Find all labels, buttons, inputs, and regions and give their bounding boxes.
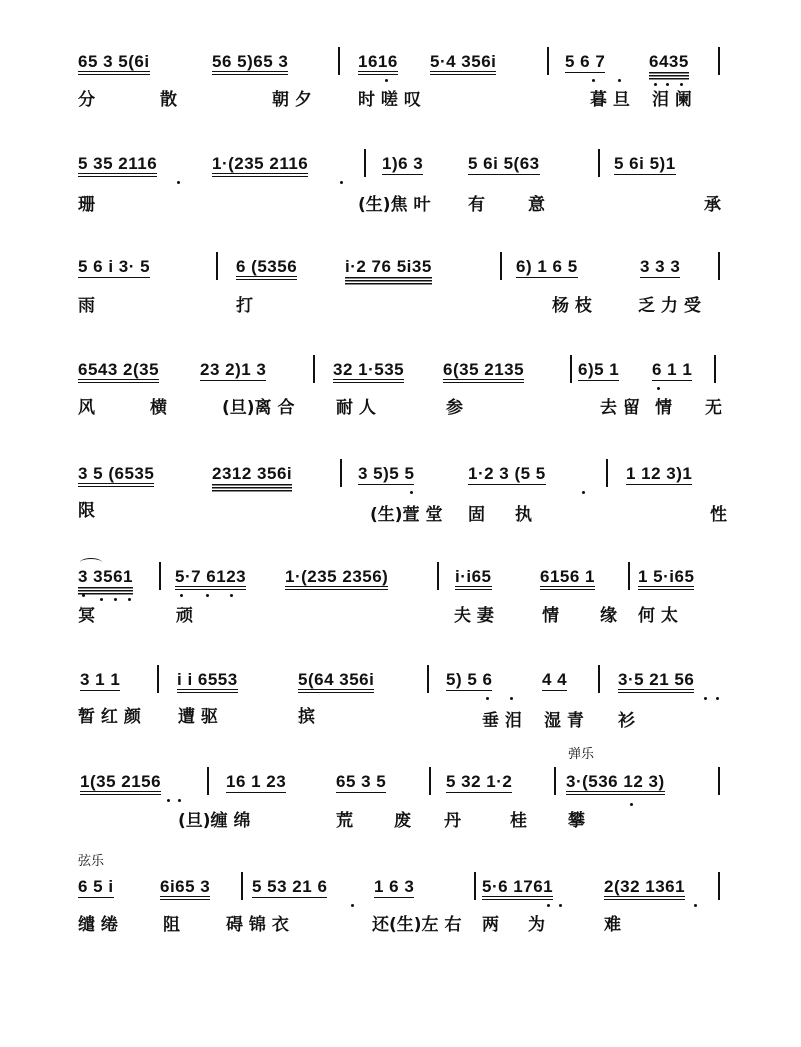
bar-line — [340, 459, 342, 487]
note-group: 6) 1 6 5 — [516, 257, 578, 276]
lyric: 暮 旦 — [590, 90, 630, 110]
note-group: 5 53 21 6 — [252, 877, 328, 896]
note-group: 6543 2(35 — [78, 361, 159, 383]
octave-dot — [340, 181, 343, 184]
octave-dot — [385, 79, 388, 82]
lyric: 缱 绻 — [78, 915, 118, 935]
bar-line — [338, 47, 340, 75]
octave-dot — [694, 904, 697, 907]
bar-line — [714, 355, 716, 383]
lyric: 碍 锦 衣 — [226, 915, 289, 935]
octave-dot — [666, 83, 669, 86]
note-group: 2312 356i — [212, 464, 293, 483]
instrument-annotation: 弹乐 — [568, 747, 595, 762]
lyric: 杨 枝 — [552, 296, 592, 316]
note-group: 6 1 1 — [652, 360, 693, 379]
note-group: i·2 76 5i35 — [345, 257, 432, 276]
octave-dot — [680, 83, 683, 86]
note-group: 5 6i 5)1 — [614, 154, 676, 173]
lyric: 废 — [394, 811, 411, 831]
lyric: 顽 — [176, 606, 193, 626]
note-group: 65 3 5 — [336, 772, 387, 791]
note-group: i i 6553 — [177, 671, 238, 693]
note-group: 6435 — [649, 52, 689, 71]
octave-dot — [486, 697, 489, 700]
lyric: 丹 — [444, 811, 461, 831]
bar-line — [718, 767, 720, 795]
bar-line — [500, 252, 502, 280]
note-group: 5 6 7 — [565, 52, 606, 71]
note-group: 3 5 (6535 — [78, 465, 154, 487]
lyric: 遭 驱 — [178, 707, 218, 727]
note-group: 5 32 1·2 — [446, 772, 513, 791]
bar-line — [159, 562, 161, 590]
lyric: 摈 — [298, 707, 315, 727]
note-group: 65 3 5(6i — [78, 53, 150, 75]
note-group: 3·5 21 56 — [618, 671, 694, 693]
note-group: 3 1 1 — [80, 670, 121, 689]
note-group: 6)5 1 — [578, 360, 620, 379]
note-group: 1616 — [358, 53, 398, 75]
bar-line — [570, 355, 572, 383]
note-group: 1)6 3 — [382, 154, 424, 173]
note-group: 16 1 23 — [226, 772, 287, 791]
note-group: 3·(536 12 3) — [566, 773, 665, 795]
lyric: 垂 泪 — [482, 711, 522, 731]
lyric: 执 — [515, 505, 532, 525]
lyric: 还(生)左 右 — [372, 915, 462, 935]
lyric: 横 — [150, 398, 167, 418]
octave-dot — [178, 799, 181, 802]
octave-dot — [114, 598, 117, 601]
note-group: 1 12 3)1 — [626, 464, 693, 483]
bar-line — [241, 872, 243, 900]
bar-line — [606, 459, 608, 487]
lyric: 承 — [704, 195, 721, 215]
note-group: 5 6 i 3· 5 — [78, 257, 151, 276]
lyric: 何 太 — [638, 606, 678, 626]
bar-line — [547, 47, 549, 75]
octave-dot — [100, 598, 103, 601]
lyric: (旦)离 合 — [222, 398, 295, 418]
note-group: 1 6 3 — [374, 877, 415, 896]
note-group: 5·7 6123 — [175, 568, 246, 590]
lyric: 泪 阑 — [652, 90, 692, 110]
octave-dot — [82, 594, 85, 597]
bar-line — [474, 872, 476, 900]
octave-dot — [618, 79, 621, 82]
note-group: 3 3 3 — [640, 257, 681, 276]
octave-dot — [547, 904, 550, 907]
lyric: 性 — [710, 505, 727, 525]
lyric: 湿 青 — [544, 711, 584, 731]
note-group: 1 5·i65 — [638, 568, 694, 590]
lyric: 难 — [604, 915, 621, 935]
lyric: 意 — [528, 195, 545, 215]
note-group: 3 5)5 5 — [358, 464, 415, 483]
lyric: 风 — [78, 398, 95, 418]
bar-line — [427, 665, 429, 693]
octave-dot — [510, 697, 513, 700]
note-group: 5) 5 6 — [446, 670, 493, 689]
note-group: 1·2 3 (5 5 — [468, 464, 546, 483]
bar-line — [157, 665, 159, 693]
lyric: (旦)缠 绵 — [178, 811, 251, 831]
octave-dot — [592, 79, 595, 82]
octave-dot — [351, 904, 354, 907]
lyric: 朝 夕 — [272, 90, 312, 110]
octave-dot — [704, 697, 707, 700]
lyric: 去 留 — [600, 398, 640, 418]
lyric: 缘 — [600, 606, 617, 626]
note-group: 6i65 3 — [160, 878, 210, 900]
bar-line — [437, 562, 439, 590]
note-group: 1·(235 2116 — [212, 155, 308, 177]
note-group: 5·4 356i — [430, 53, 496, 75]
octave-dot — [128, 598, 131, 601]
lyric: 分 — [78, 90, 95, 110]
lyric: 打 — [236, 296, 253, 316]
bar-line — [207, 767, 209, 795]
octave-dot — [657, 387, 660, 390]
note-group: 5 35 2116 — [78, 155, 157, 177]
octave-dot — [716, 697, 719, 700]
bar-line — [718, 872, 720, 900]
instrument-annotation: 弦乐 — [78, 854, 105, 869]
lyric: 时 嗟 叹 — [358, 90, 421, 110]
lyric: 固 — [468, 505, 485, 525]
note-group: 23 2)1 3 — [200, 360, 267, 379]
bar-line — [718, 47, 720, 75]
octave-dot — [559, 904, 562, 907]
lyric: 情 — [655, 398, 672, 418]
octave-dot — [654, 83, 657, 86]
note-group: 5(64 356i — [298, 671, 374, 693]
bar-line — [598, 665, 600, 693]
lyric: (生)萱 堂 — [370, 505, 443, 525]
octave-dot — [177, 181, 180, 184]
bar-line — [313, 355, 315, 383]
lyric: 荒 — [336, 811, 353, 831]
lyric: 冥 — [78, 606, 95, 626]
lyric: 桂 — [510, 811, 527, 831]
slur — [80, 558, 102, 567]
bar-line — [216, 252, 218, 280]
lyric: 雨 — [78, 296, 95, 316]
note-group: 2(32 1361 — [604, 878, 685, 900]
bar-line — [628, 562, 630, 590]
note-group: 56 5)65 3 — [212, 53, 288, 75]
note-group: 1·(235 2356) — [285, 568, 388, 590]
octave-dot — [410, 491, 413, 494]
note-group: 1(35 2156 — [80, 773, 161, 795]
lyric: 情 — [542, 606, 559, 626]
lyric: 两 — [482, 915, 499, 935]
note-group: 5·6 1761 — [482, 878, 553, 900]
note-group: 6156 1 — [540, 568, 595, 590]
bar-line — [429, 767, 431, 795]
lyric: 散 — [160, 90, 177, 110]
lyric: 有 — [468, 195, 485, 215]
note-group: 4 4 — [542, 670, 568, 689]
octave-dot — [630, 803, 633, 806]
note-group: 6(35 2135 — [443, 361, 524, 383]
note-group: 6 (5356 — [236, 258, 297, 280]
bar-line — [554, 767, 556, 795]
lyric: 衫 — [618, 711, 635, 731]
note-group: 5 6i 5(63 — [468, 154, 540, 173]
bar-line — [598, 149, 600, 177]
octave-dot — [582, 491, 585, 494]
lyric: (生)焦 叶 — [358, 195, 431, 215]
lyric: 珊 — [78, 195, 95, 215]
lyric: 乏 力 受 — [638, 296, 701, 316]
note-group: i·i65 — [455, 568, 492, 590]
lyric: 耐 人 — [336, 398, 376, 418]
lyric: 暂 红 颜 — [78, 707, 141, 727]
octave-dot — [180, 594, 183, 597]
bar-line — [718, 252, 720, 280]
octave-dot — [167, 799, 170, 802]
note-group: 6 5 i — [78, 877, 114, 896]
bar-line — [364, 149, 366, 177]
lyric: 阻 — [163, 915, 180, 935]
lyric: 夫 妻 — [454, 606, 494, 626]
note-group: 3 3561 — [78, 567, 133, 586]
lyric: 攀 — [568, 811, 585, 831]
octave-dot — [206, 594, 209, 597]
lyric: 无 — [705, 398, 722, 418]
lyric: 为 — [528, 915, 545, 935]
lyric: 限 — [78, 501, 95, 521]
octave-dot — [230, 594, 233, 597]
note-group: 32 1·535 — [333, 361, 404, 383]
lyric: 参 — [446, 398, 463, 418]
